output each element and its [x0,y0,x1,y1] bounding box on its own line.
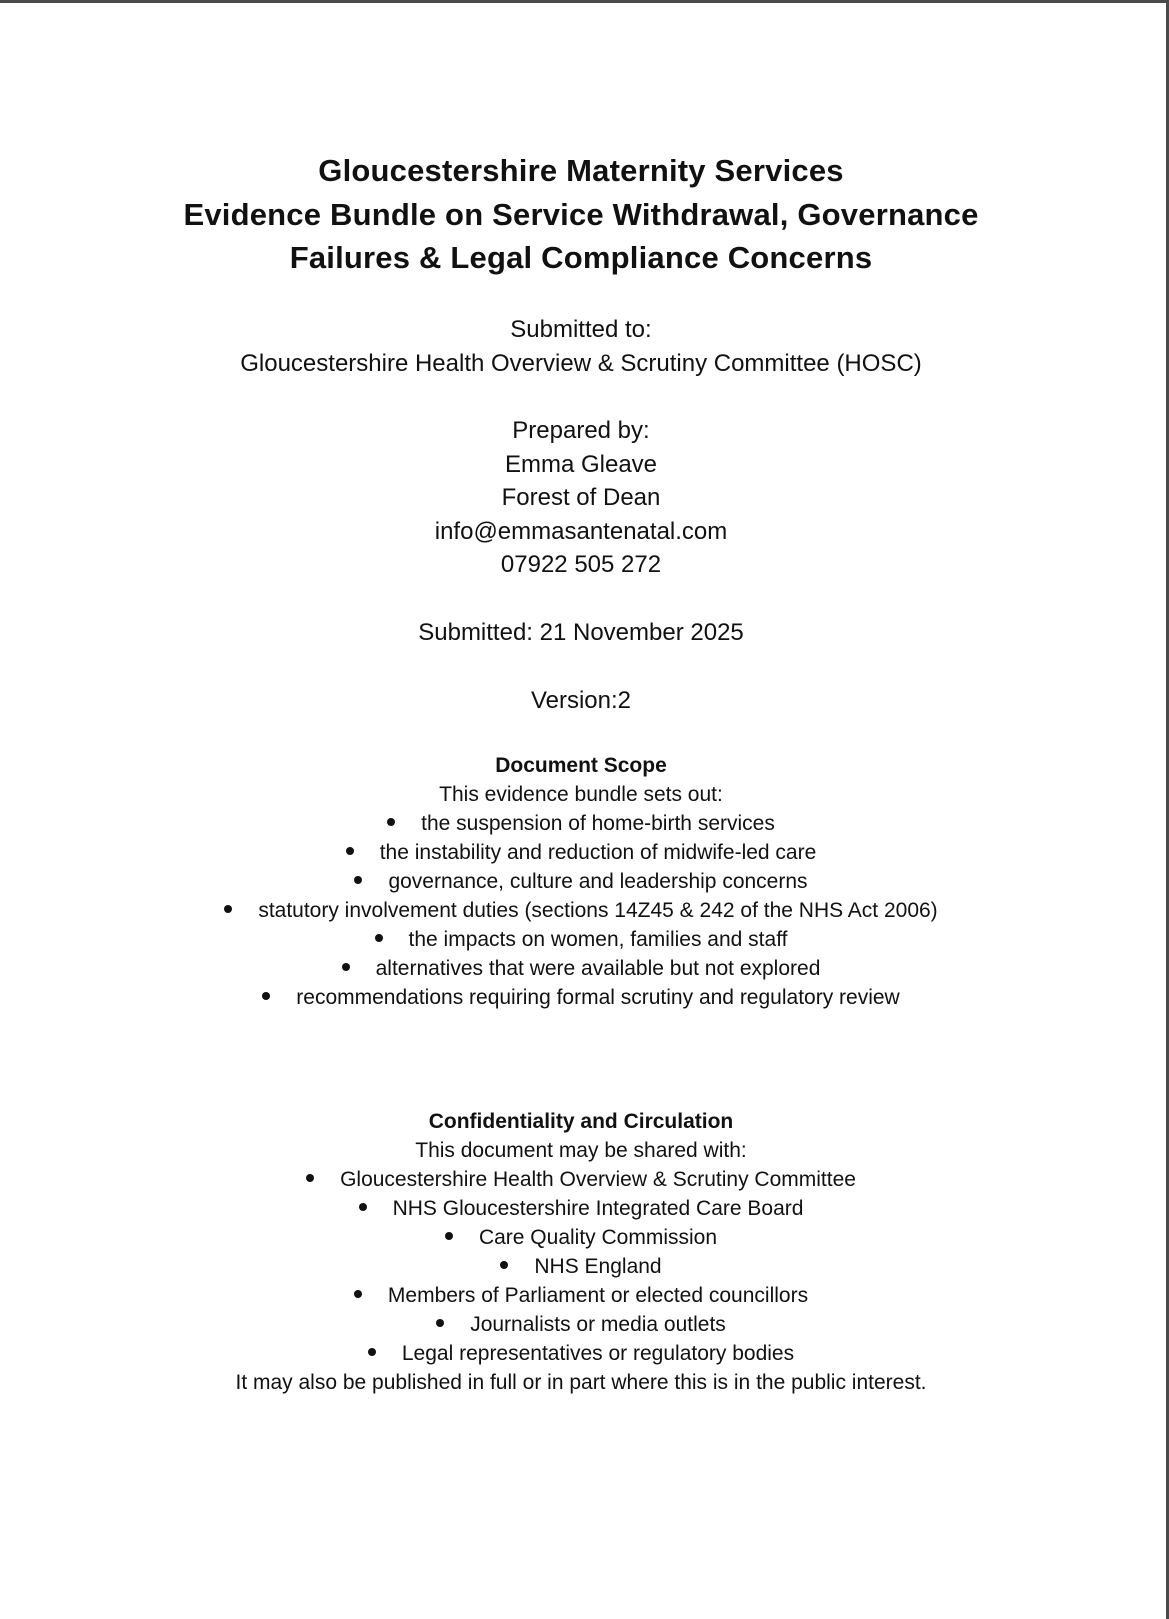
bullet-icon [387,818,395,826]
bullet-icon [346,847,354,855]
confidentiality-heading: Confidentiality and Circulation [428,1110,734,1133]
list-item-text: the impacts on women, families and staff [408,928,788,951]
bullet-icon [262,992,270,1000]
author-location: Forest of Dean [501,484,661,511]
bullet-icon [342,963,350,971]
submitted-to-block [0,313,1162,380]
list-item-text: Legal representatives or regulatory bodies [401,1342,795,1365]
list-item [0,925,1162,954]
bullet-icon [354,1290,362,1298]
list-item [0,1310,1162,1339]
list-item [0,809,1162,838]
author-phone: 07922 505 272 [500,551,662,578]
author-email: info@emmasantenatal.com [434,517,728,545]
title-line: Gloucestershire Maternity Services [318,153,844,188]
document-title [0,149,1162,280]
list-item-text: NHS Gloucestershire Integrated Care Board [392,1197,804,1220]
list-item-text: statutory involvement duties (sections 14Z45 & 242 of the NHS Act 2006) [258,899,938,922]
title-line: Failures & Legal Compliance Concerns [289,240,873,275]
list-item-text: the suspension of home-birth services [421,812,775,835]
bullet-icon [368,1348,376,1356]
list-item [0,1281,1162,1310]
list-item-text: Care Quality Commission [478,1226,718,1249]
list-item [0,1165,1162,1194]
list-item [0,983,1162,1012]
list-item [0,838,1162,867]
bullet-icon [445,1232,453,1240]
list-item-text: the instability and reduction of midwife-led care [379,841,817,864]
submitted-to-label: Submitted to: [510,316,652,343]
list-item [0,1252,1162,1281]
bullet-icon [375,934,383,942]
confidentiality-list [0,1165,1162,1368]
prepared-by-label: Prepared by: [512,417,650,444]
list-item-text: recommendations requiring formal scrutiny and regulatory review [296,986,900,1009]
list-item-text: Members of Parliament or elected councillors [387,1284,809,1307]
confidentiality-intro: This document may be shared with: [415,1139,747,1162]
list-item [0,1223,1162,1252]
author-name: Emma Gleave [504,450,658,478]
list-item [0,954,1162,983]
version-label: Version:2 [530,687,632,714]
bullet-icon [359,1203,367,1211]
list-item-text: alternatives that were available but not explored [375,957,821,980]
document-scope-intro: This evidence bundle sets out: [439,783,723,806]
list-item-text: Journalists or media outlets [470,1313,726,1336]
list-item [0,867,1162,896]
list-item [0,1339,1162,1368]
title-line: Evidence Bundle on Service Withdrawal, Governance [183,196,979,232]
bullet-icon [436,1319,444,1327]
bullet-icon [500,1261,508,1269]
submitted-to-recipient: Gloucestershire Health Overview & Scrutiny Committee (HOSC) [240,349,922,377]
list-item [0,1194,1162,1223]
list-item-text: governance, culture and leadership concerns [388,870,808,893]
document-scope-heading: Document Scope [495,754,667,777]
submitted-date: Submitted: 21 November 2025 [418,619,744,646]
list-item-text: Gloucestershire Health Overview & Scrutiny Committee [340,1168,856,1191]
list-item [0,896,1162,925]
prepared-by-block [0,414,1162,582]
bullet-icon [306,1174,314,1182]
confidentiality-outro: It may also be published in full or in part where this is in the public interest. [235,1371,927,1394]
document-scope-list [0,809,1162,1012]
bullet-icon [354,876,362,884]
bullet-icon [224,905,232,913]
list-item-text: NHS England [534,1255,662,1278]
